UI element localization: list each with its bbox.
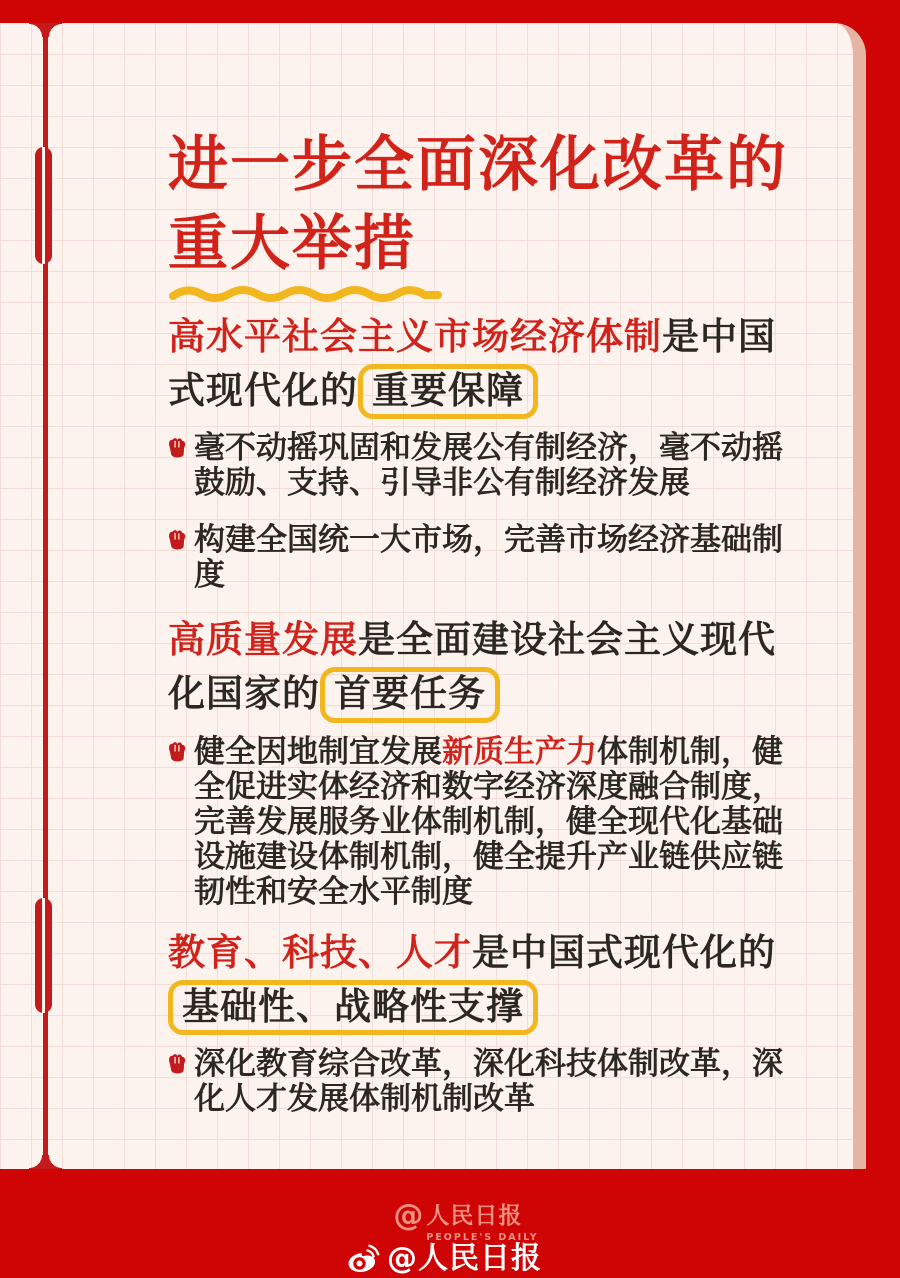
fist-icon [166,436,187,461]
heading-red-text: 高质量发展 [168,618,358,662]
fist-icon [166,528,187,553]
bullet-item [168,1047,853,1117]
section-heading [168,615,790,722]
section-heading [168,312,790,419]
title-line-2: 重大举措 [168,209,416,279]
bullet-text-segment: 毫不动摇巩固和发展公有制经济，毫不动摇鼓励、支持、引导非公有制经济发展 [194,430,783,502]
title-line-1: 进一步全面深化改革的 [168,130,788,200]
bullet-red-segment: 新质生产力 [442,733,597,770]
bullet-text [194,735,802,910]
bullet-item [168,431,853,501]
fist-icon [166,740,187,765]
bullet-item [168,523,853,593]
weibo-handle [346,1241,542,1276]
section-education-science-talent [168,928,853,1117]
page-title [168,126,853,304]
heading-highlight-box: 首要任务 [320,667,500,722]
heading-black-text: 是中国式现代化的 [472,930,776,974]
bullet-text-segment: 体制机制，健全促进实体经济和数字经济深度融合制度，完善发展服务业体制机制，健全现代化基础设施建设体制机制，健全提升产业链供应链韧性和安全水平制度 [194,733,783,910]
heading-black-text: 是中国式现代化的 [168,315,776,412]
heading-highlight-box: 重要保障 [358,364,538,419]
bullet-text [194,523,802,593]
poster-content [0,23,853,1117]
bullet-text-segment: 健全因地制宜发展 [194,733,442,770]
bullet-text [194,431,802,501]
weibo-icon [346,1244,380,1274]
at-icon: @ [393,1198,424,1233]
notebook-paper [0,23,866,1169]
bullet-item [168,735,853,910]
heading-highlight-box: 基础性、战略性支撑 [168,980,538,1035]
heading-red-text: 高水平社会主义市场经济体制 [168,315,662,358]
footer [0,1169,900,1278]
bullet-list [168,431,853,593]
heading-red-text: 教育、科技、人才 [168,930,472,974]
peoples-daily-logo-row [393,1198,538,1233]
peoples-daily-logo-en: PEOPLE'S DAILY [426,1232,539,1243]
bullet-list [168,1047,853,1117]
section-high-quality-development [168,615,853,909]
bullet-list [168,735,853,910]
spine-fillet [29,1155,43,1169]
heading-black-text: 是全面建设社会主义现代化国家的 [168,618,776,716]
peoples-daily-logo [393,1198,539,1243]
bullet-text-segment: 构建全国统一大市场，完善市场经济基础制度 [194,522,783,594]
bullet-text [194,1047,802,1117]
fist-icon [166,1052,187,1077]
section-market-economy [168,312,853,593]
wavy-underline-icon [168,282,446,304]
bullet-text-segment: 深化教育综合改革，深化科技体制改革，深化人才发展体制机制改革 [194,1046,783,1118]
peoples-daily-logo-cn: 人民日报 [426,1202,523,1229]
spine-fillet [48,1155,62,1169]
section-heading [168,928,790,1035]
weibo-handle-text: @人民日报 [387,1241,542,1276]
